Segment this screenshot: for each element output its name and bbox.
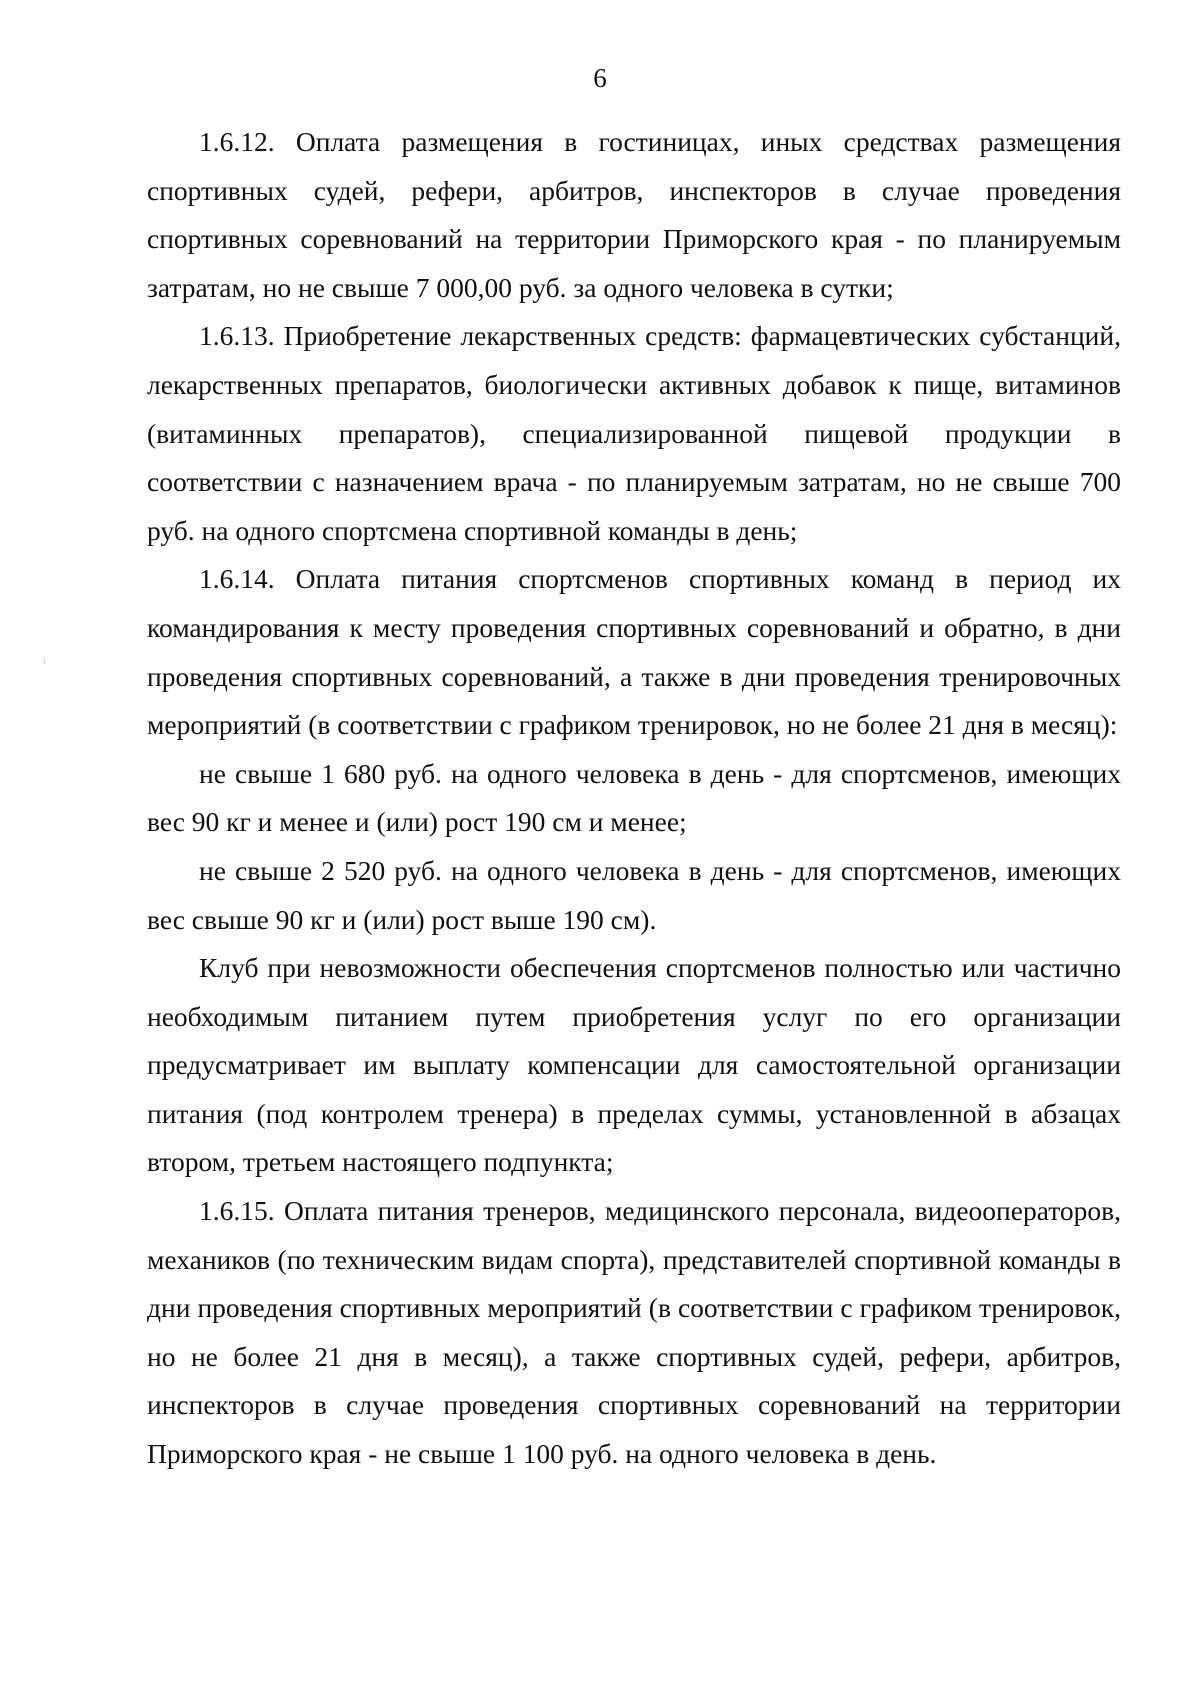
page-number: 6 xyxy=(593,63,607,93)
paragraph-limit-2520: не свыше 2 520 руб. на одного человека в день - для спортсменов, имеющих вес свыше 90 кг и (или) рост выше 190 см). xyxy=(147,854,1121,935)
paragraph-1-6-13: 1.6.13. Приобретение лекарственных средств: фармацевтических субстанций, лекарственных препаратов, биологически активных добавок к пище, витаминов (витаминных препаратов), специализированной пищевой продукции в соответствии с назначением врача - по планируемым затратам, но не свыше 700 руб. на одного спортсмена спортивной команды в день; xyxy=(147,320,1121,546)
paragraph-limit-1680: не свыше 1 680 руб. на одного человека в день - для спортсменов, имеющих вес 90 кг и менее и (или) рост 190 см и менее; xyxy=(147,757,1121,838)
paragraph-1-6-15: 1.6.15. Оплата питания тренеров, медицинского персонала, видеооператоров, механиков (по техническим видам спорта), представителей спортивной команды в дни проведения спортивных мероприятий (в соответствии с графиком тренировок, но не более 21 дня в месяц), а также спортивных судей, рефери, арбитров, инспекторов в случае проведения спортивных соревнований на территории Приморского края - не свыше 1 100 руб. на одного человека в день. xyxy=(147,1195,1121,1470)
paragraph-1-6-14: 1.6.14. Оплата питания спортсменов спортивных команд в период их командирования к месту проведения спортивных соревнований и обратно, в дни проведения спортивных соревнований, а также в дни проведения тренировочных мероприятий (в соответствии с графиком тренировок, но не более 21 дня в месяц): xyxy=(147,563,1121,741)
document-body xyxy=(147,118,1121,1479)
paragraph-1-6-12: 1.6.12. Оплата размещения в гостиницах, иных средствах размещения спортивных судей, рефери, арбитров, инспекторов в случае проведения спортивных соревнований на территории Приморского края - по планируемым затратам, но не свыше 7 000,00 руб. за одного человека в сутки; xyxy=(147,126,1121,303)
paragraph-club-compensation: Клуб при невозможности обеспечения спортсменов полностью или частично необходимым питанием путем приобретения услуг по его организации предусматривает им выплату компенсации для самостоятельной организации питания (под контролем тренера) в пределах суммы, установленной в абзацах втором, третьем настоящего подпункта; xyxy=(147,952,1121,1178)
scan-speck xyxy=(44,658,45,664)
